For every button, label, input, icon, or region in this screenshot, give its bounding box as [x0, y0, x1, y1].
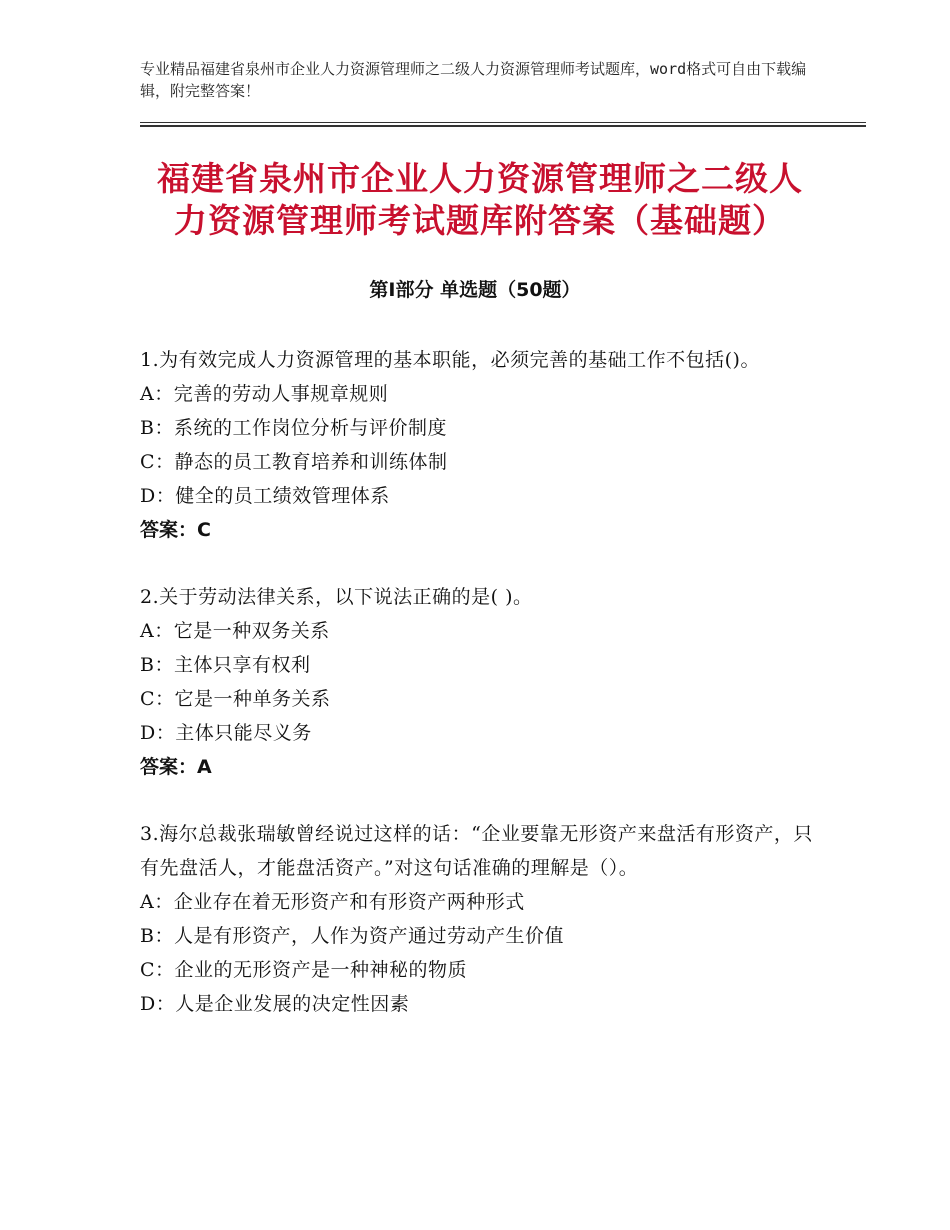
answer-label: 答案：A — [140, 756, 212, 778]
question-item — [140, 343, 820, 547]
header-note: 专业精品福建省泉州市企业人力资源管理师之二级人力资源管理师考试题库，word格式可自由下载编辑，附完整答案！ — [140, 60, 807, 100]
question-stem: 1.为有效完成人力资源管理的基本职能，必须完善的基础工作不包括()。 — [140, 349, 760, 371]
option-a: A：它是一种双务关系 — [140, 620, 330, 642]
document-title-line1: 福建省泉州市企业人力资源管理师之二级人 — [157, 159, 803, 198]
option-c: C：企业的无形资产是一种神秘的物质 — [140, 959, 468, 981]
question-item — [140, 817, 820, 1021]
document-title — [140, 158, 820, 242]
option-c: C：静态的员工教育培养和训练体制 — [140, 451, 448, 473]
option-a: A：完善的劳动人事规章规则 — [140, 383, 389, 405]
header-divider-thick — [140, 125, 866, 127]
option-b: B：系统的工作岗位分析与评价制度 — [140, 417, 447, 439]
question-stem: 3.海尔总裁张瑞敏曾经说过这样的话：“企业要靠无形资产来盘活有形资产，只有先盘活人，才能盘活资产。”对这句话准确的理解是（）。 — [140, 823, 813, 879]
question-stem: 2.关于劳动法律关系，以下说法正确的是( )。 — [140, 586, 533, 608]
option-b: B：人是有形资产，人作为资产通过劳动产生价值 — [140, 925, 564, 947]
answer-label: 答案：C — [140, 519, 211, 541]
question-list — [140, 343, 820, 1054]
option-a: A：企业存在着无形资产和有形资产两种形式 — [140, 891, 525, 913]
document-title-line2: 力资源管理师考试题库附答案（基础题） — [174, 201, 786, 240]
section-title: 第Ⅰ部分 单选题（50题） — [369, 279, 581, 301]
option-d: D：人是企业发展的决定性因素 — [140, 993, 410, 1015]
option-d: D：健全的员工绩效管理体系 — [140, 485, 390, 507]
question-item — [140, 580, 820, 784]
option-c: C：它是一种单务关系 — [140, 688, 331, 710]
option-b: B：主体只享有权利 — [140, 654, 311, 676]
header-divider-thin — [140, 122, 866, 123]
option-d: D：主体只能尽义务 — [140, 722, 312, 744]
